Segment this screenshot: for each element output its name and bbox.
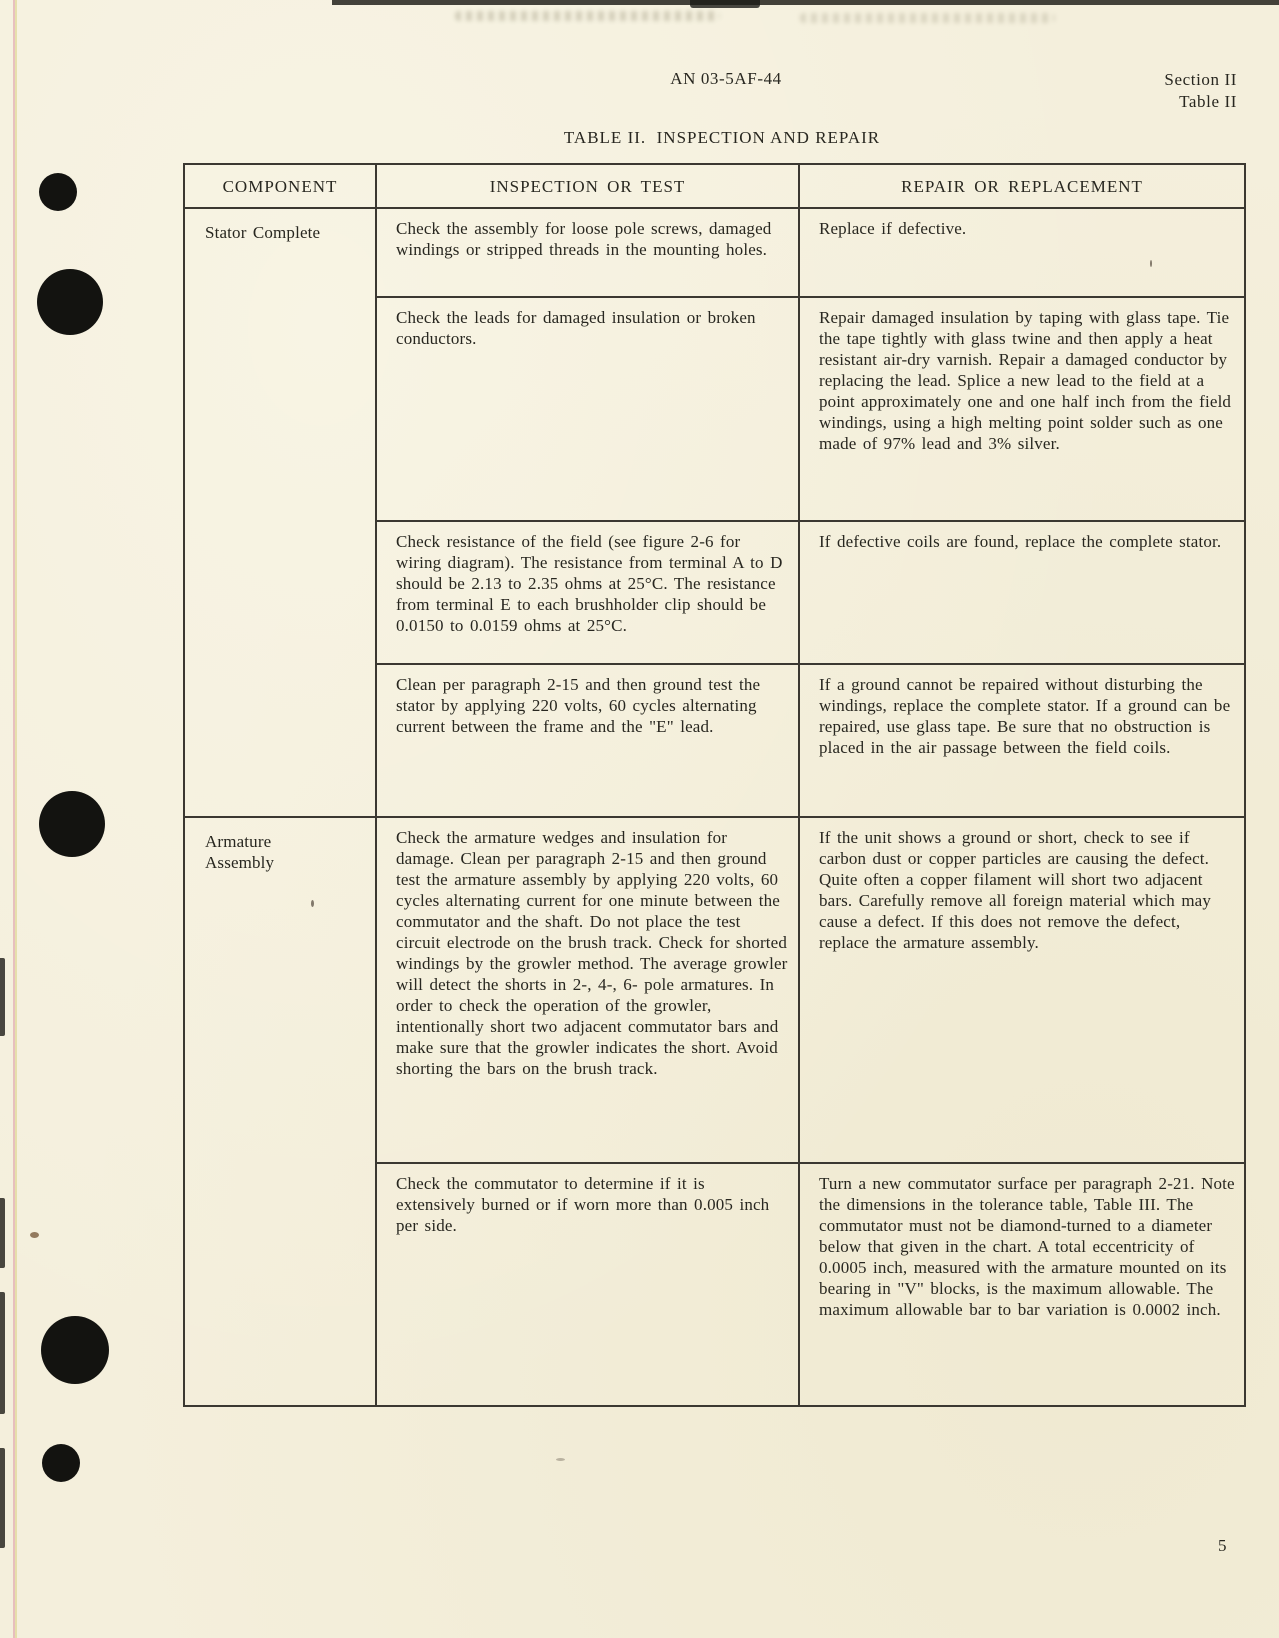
inspection-cell: Check the leads for damaged insulation or broken conductors. bbox=[376, 297, 799, 521]
doc-number: AN 03-5AF-44 bbox=[670, 69, 782, 88]
table-container bbox=[183, 163, 1244, 1407]
inspection-cell: Check the commutator to determine if it is extensively burned or if worn more than 0.005 inch per side. bbox=[376, 1163, 799, 1406]
punch-hole-mark bbox=[39, 791, 105, 857]
punch-hole-mark bbox=[37, 269, 103, 335]
repair-cell: Repair damaged insulation by taping with glass tape. Tie the tape tightly with glass twine and then apply a heat resistant air-dry varnish. Repair a damaged conductor by replacing the lead. Splice a new lead to the field at a point approximately one and one half inch from the field windings, using a high melting point solder such as one made of 97% lead and 3% silver. bbox=[799, 297, 1245, 521]
section-reference-line1: Section II bbox=[1164, 70, 1237, 89]
table-title: TABLE II. INSPECTION AND REPAIR bbox=[563, 128, 881, 147]
page-number: 5 bbox=[1218, 1536, 1227, 1555]
punch-hole-mark bbox=[39, 173, 77, 211]
scan-left-edge-mark bbox=[0, 1448, 5, 1548]
scan-left-edge-mark bbox=[0, 1292, 5, 1414]
ghost-smudge bbox=[800, 13, 1055, 23]
component-cell-stator: Stator Complete bbox=[184, 208, 376, 817]
repair-cell: If defective coils are found, replace the complete stator. bbox=[799, 521, 1245, 664]
column-header-repair: REPAIR OR REPLACEMENT bbox=[799, 164, 1245, 208]
scan-left-edge-mark bbox=[0, 1198, 5, 1268]
inspection-repair-table bbox=[183, 163, 1246, 1407]
scan-top-edge-strip bbox=[332, 0, 1279, 5]
repair-cell: Turn a new commutator surface per paragraph 2-21. Note the dimensions in the tolerance table, Table III. The commutator must not be diamond-turned to a diameter below that given in the chart. A total eccentricity of 0.0005 inch, measured with the armature mounted on its bearing in "V" blocks, is the maximum allowable. The maximum allowable bar to bar variation is 0.0002 inch. bbox=[799, 1163, 1245, 1406]
punch-hole-mark bbox=[42, 1444, 80, 1482]
binding-edge-yellow-line bbox=[15, 0, 17, 1638]
paper-speck bbox=[556, 1458, 565, 1461]
punch-hole-mark bbox=[41, 1316, 109, 1384]
section-reference bbox=[1164, 69, 1237, 113]
inspection-cell: Check the armature wedges and insulation for damage. Clean per paragraph 2-15 and then ground test the armature assembly by applying 220 volts, 60 cycles alternating current for one minute between the commutator and the shaft. Do not place the test circuit electrode on the brush track. Check for shorted windings by the growler method. The average growler will detect the shorts in 2-, 4-, 6- pole armatures. In order to check the operation of the growler, intentionally short two adjacent commutator bars and make sure that the growler indicates the short. Avoid shorting the bars on the brush track. bbox=[376, 817, 799, 1163]
section-reference-line2: Table II bbox=[1179, 92, 1237, 111]
scan-top-edge-blob bbox=[690, 0, 760, 8]
repair-cell: If a ground cannot be repaired without disturbing the windings, replace the complete stator. If a ground can be repaired, use glass tape. Be sure that no obstruction is placed in the air passage between the field coils. bbox=[799, 664, 1245, 817]
column-header-inspection: INSPECTION OR TEST bbox=[376, 164, 799, 208]
inspection-cell: Clean per paragraph 2-15 and then ground test the stator by applying 220 volts, 60 cycles alternating current between the frame and the "E" lead. bbox=[376, 664, 799, 817]
repair-cell: If the unit shows a ground or short, check to see if carbon dust or copper particles are causing the defect. Quite often a copper filament will short two adjacent bars. Carefully remove all foreign material which may cause a defect. If this does not remove the defect, replace the armature assembly. bbox=[799, 817, 1245, 1163]
scan-left-edge-mark bbox=[0, 958, 5, 1036]
table-row bbox=[184, 817, 1245, 1163]
table-row bbox=[184, 208, 1245, 297]
repair-cell: Replace if defective. bbox=[799, 208, 1245, 297]
ghost-smudge bbox=[455, 11, 720, 21]
column-header-component: COMPONENT bbox=[184, 164, 376, 208]
table-header-row bbox=[184, 164, 1245, 208]
component-cell-armature: Armature Assembly bbox=[184, 817, 376, 1406]
inspection-cell: Check the assembly for loose pole screws, damaged windings or stripped threads in the mounting holes. bbox=[376, 208, 799, 297]
inspection-cell: Check resistance of the field (see figure 2-6 for wiring diagram). The resistance from terminal A to D should be 2.13 to 2.35 ohms at 25°C. The resistance from terminal E to each brushholder clip should be 0.0150 to 0.0159 ohms at 25°C. bbox=[376, 521, 799, 664]
paper-speck bbox=[30, 1232, 39, 1238]
